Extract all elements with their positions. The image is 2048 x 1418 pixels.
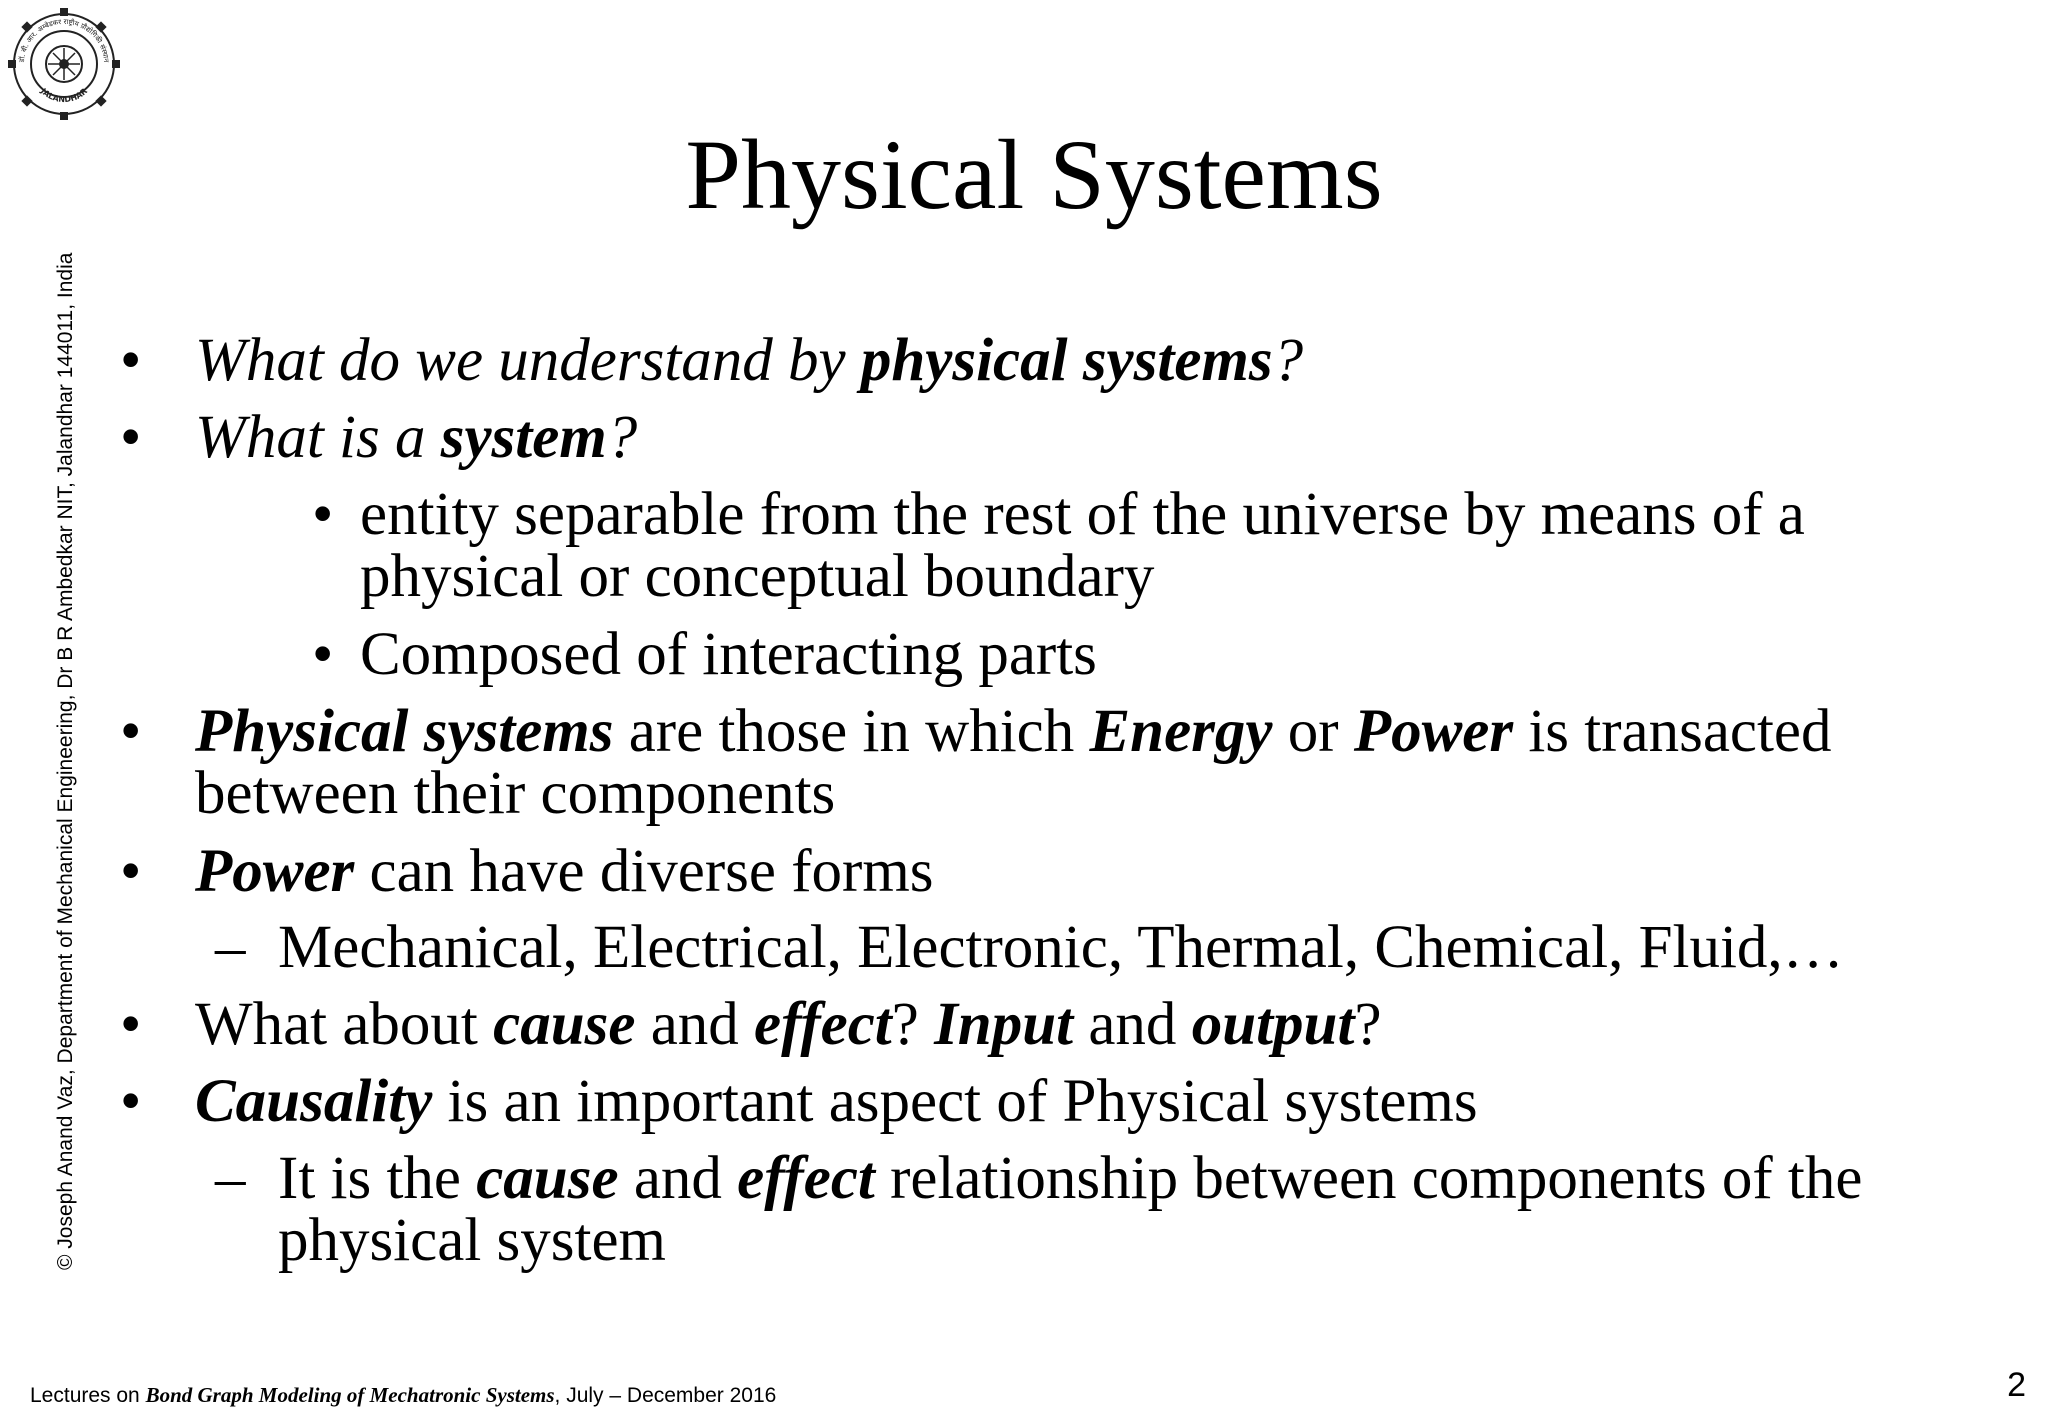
dash-forms-list: Mechanical, Electrical, Electronic, Thermal, Chemical, Fluid,… — [278, 914, 1844, 981]
dash-cause-effect-relationship: It is the cause and effect relationship between components of the physical system — [278, 1145, 1863, 1274]
bullet-cause-effect: What about cause and effect? Input and output? — [195, 991, 1382, 1058]
bullet-marker: • — [120, 991, 142, 1058]
logo-text-top: डॉ. बी. आर. अम्बेडकर राष्ट्रीय प्रौद्योगिकी संस्थान — [17, 17, 110, 63]
bullet-energy-power: Physical systems are those in which Energy or Power is transacted between their components — [195, 698, 1832, 827]
sub-bullet-marker: • — [312, 621, 334, 688]
sub-bullet-entity-separable: entity separable from the rest of the universe by means of a physical or conceptual boundary — [360, 481, 1805, 610]
bullet-marker: • — [120, 698, 142, 765]
bullet-causality: Causality is an important aspect of Physical systems — [195, 1068, 1478, 1135]
logo-text-bottom: JALANDHAR — [38, 86, 90, 105]
sub-bullet-interacting-parts: Composed of interacting parts — [360, 621, 1097, 688]
bullet-physical-systems-question: What do we understand by physical systems? — [195, 327, 1304, 394]
dash-marker: – — [215, 1145, 246, 1212]
bullet-marker: • — [120, 1068, 142, 1135]
institute-logo — [8, 8, 120, 120]
sub-bullet-marker: • — [312, 481, 334, 548]
copyright-side-note: © Joseph Anand Vaz, Department of Mechanical Engineering, Dr B R Ambedkar NIT, Jalandhar 144011, India — [54, 252, 77, 1270]
bullet-system-question: What is a system? — [195, 404, 638, 471]
bullet-marker: • — [120, 404, 142, 471]
dash-marker: – — [215, 914, 246, 981]
lecture-series-title: Bond Graph Modeling of Mechatronic Systems — [145, 1383, 555, 1407]
slide-footer: Lectures on Bond Graph Modeling of Mechatronic Systems, July – December 2016 — [30, 1383, 777, 1407]
svg-text:JALANDHAR — [38, 86, 89, 104]
slide-title: Physical Systems — [685, 119, 1383, 230]
bullet-marker: • — [120, 327, 142, 394]
bullet-marker: • — [120, 838, 142, 905]
bullet-power-forms: Power can have diverse forms — [195, 838, 934, 905]
page-number: 2 — [2007, 1366, 2026, 1404]
